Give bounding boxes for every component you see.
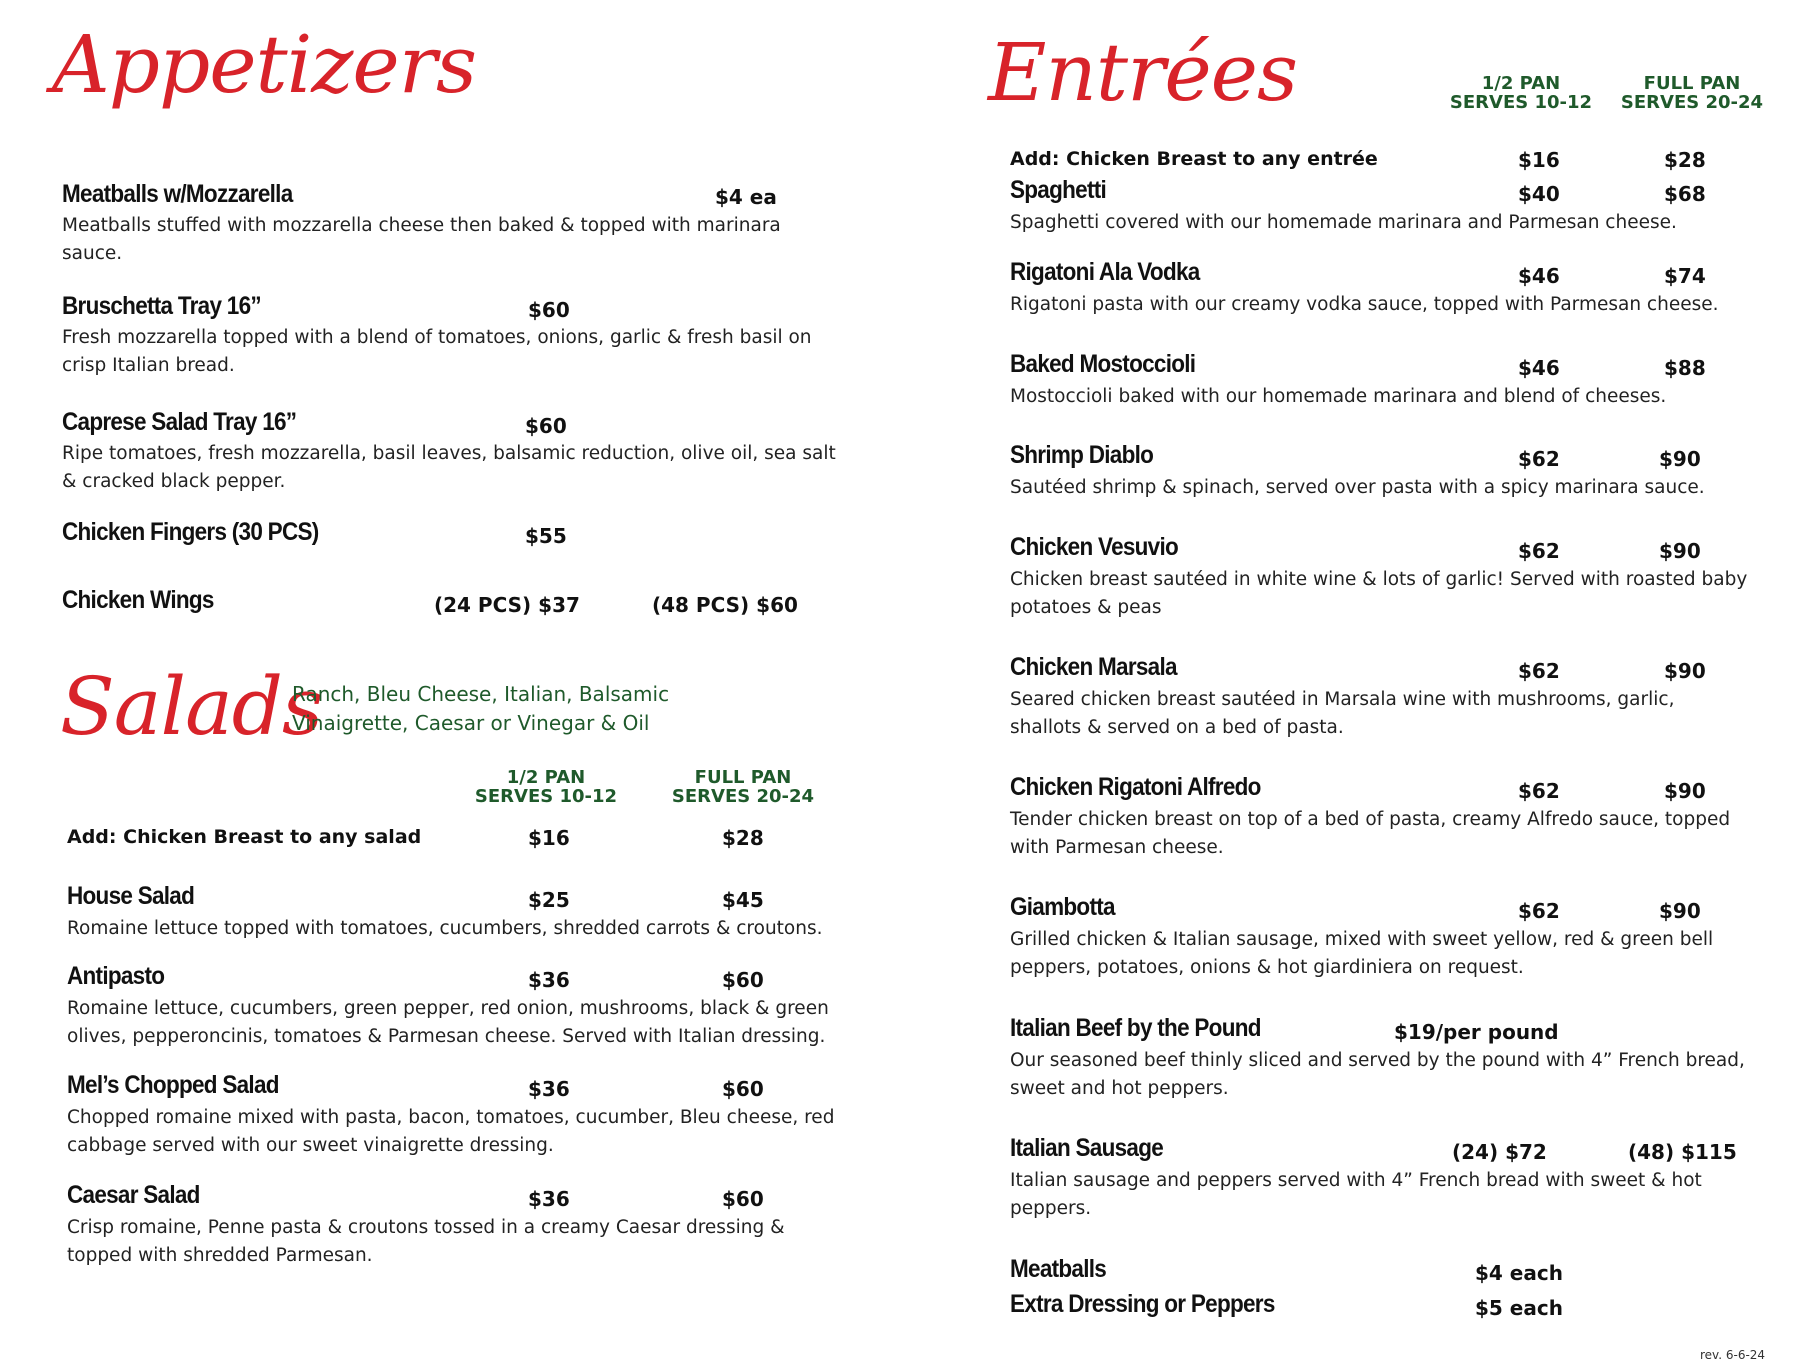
item-description: Spaghetti covered with our homemade marinara and Parmesan cheese. xyxy=(1010,212,1677,233)
item-description: Chopped romaine mixed with pasta, bacon, tomatoes, cucumber, Bleu cheese, red cabbage served with our sweet vinaigrette dressing. xyxy=(67,1107,835,1156)
item-name: Rigatoni Ala Vodka xyxy=(1010,258,1200,286)
item-name: Chicken Wings xyxy=(62,586,214,614)
item-price: (48 PCS) $60 xyxy=(652,593,798,617)
item-name: Antipasto xyxy=(67,962,165,990)
item-price: $5 each xyxy=(1475,1296,1563,1320)
item-description: Mostoccioli baked with our homemade marinara and blend of cheeses. xyxy=(1010,386,1667,407)
item-price-full: $90 xyxy=(1659,447,1701,471)
item-name: Italian Beef by the Pound xyxy=(1010,1014,1261,1042)
item-price: $60 xyxy=(528,298,570,322)
item-price-half: $46 xyxy=(1518,264,1560,288)
item-price-full: $90 xyxy=(1664,779,1706,803)
item-name: Extra Dressing or Peppers xyxy=(1010,1290,1275,1318)
half-pan-header xyxy=(466,768,626,806)
item-description: Romaine lettuce, cucumbers, green pepper, red onion, mushrooms, black & green olives, pepperoncinis, tomatoes & Parmesan cheese. Served with Italian dressing. xyxy=(67,998,829,1047)
full-pan-label: FULL PAN xyxy=(694,767,792,788)
entrees-heading: Entrées xyxy=(988,26,1298,119)
item-name: Shrimp Diablo xyxy=(1010,441,1154,469)
item-price: $19/per pound xyxy=(1394,1020,1559,1044)
item-price-half: $62 xyxy=(1518,659,1560,683)
half-pan-header xyxy=(1441,74,1601,112)
half-pan-label: 1/2 PAN xyxy=(506,767,586,788)
item-description: Crisp romaine, Penne pasta & croutons tossed in a creamy Caesar dressing & topped with shredded Parmesan. xyxy=(67,1217,785,1266)
item-price-full: $90 xyxy=(1664,659,1706,683)
item-price-half: $36 xyxy=(528,1187,570,1211)
item-name: Giambotta xyxy=(1010,893,1115,921)
salads-heading: Salads xyxy=(60,660,323,753)
item-price-full: $90 xyxy=(1659,539,1701,563)
full-pan-header xyxy=(1612,74,1772,112)
item-price-full: $45 xyxy=(722,888,764,912)
item-price-full: $28 xyxy=(722,826,764,850)
item-price-half: $46 xyxy=(1518,356,1560,380)
item-price-full: $74 xyxy=(1664,264,1706,288)
item-name: Chicken Vesuvio xyxy=(1010,533,1179,561)
item-name: Baked Mostoccioli xyxy=(1010,350,1196,378)
item-name: Bruschetta Tray 16” xyxy=(62,292,261,320)
item-price: $55 xyxy=(525,524,567,548)
dressing-options: Ranch, Bleu Cheese, Italian, Balsamic Vinaigrette, Caesar or Vinegar & Oil xyxy=(292,682,670,735)
item-name: Chicken Fingers (30 PCS) xyxy=(62,518,319,546)
item-description: Meatballs stuffed with mozzarella cheese then baked & topped with marinara sauce. xyxy=(62,215,781,264)
item-description: Italian sausage and peppers served with 4” French bread with sweet & hot peppers. xyxy=(1010,1170,1702,1219)
item-price-half: $62 xyxy=(1518,779,1560,803)
item-name: Caesar Salad xyxy=(67,1181,200,1209)
item-name: Chicken Marsala xyxy=(1010,653,1177,681)
item-price-half: $36 xyxy=(528,968,570,992)
item-description: Ripe tomatoes, fresh mozzarella, basil leaves, balsamic reduction, olive oil, sea salt & cracked black pepper. xyxy=(62,443,836,492)
item-price-half: $16 xyxy=(1518,148,1560,172)
full-pan-label: FULL PAN xyxy=(1643,73,1741,94)
item-name: Italian Sausage xyxy=(1010,1134,1164,1162)
item-name: Mel’s Chopped Salad xyxy=(67,1071,279,1099)
item-description: Rigatoni pasta with our creamy vodka sauce, topped with Parmesan cheese. xyxy=(1010,294,1719,315)
item-price-half: $36 xyxy=(528,1077,570,1101)
item-price-full: $60 xyxy=(722,1077,764,1101)
half-pan-serves: SERVES 10-12 xyxy=(474,786,618,807)
item-price-full: $28 xyxy=(1664,148,1706,172)
revision-date: rev. 6-6-24 xyxy=(1700,1348,1766,1362)
half-pan-serves: SERVES 10-12 xyxy=(1449,92,1593,113)
item-price: (24 PCS) $37 xyxy=(434,593,580,617)
appetizers-heading: Appetizers xyxy=(52,18,477,111)
full-pan-serves: SERVES 20-24 xyxy=(671,786,815,807)
item-description: Fresh mozzarella topped with a blend of tomatoes, onions, garlic & fresh basil on crisp Italian bread. xyxy=(62,327,812,376)
item-price-full: $60 xyxy=(722,1187,764,1211)
item-price: (48) $115 xyxy=(1628,1140,1737,1164)
item-price-full: $60 xyxy=(722,968,764,992)
item-description: Seared chicken breast sautéed in Marsala wine with mushrooms, garlic, shallots & served on a bed of pasta. xyxy=(1010,689,1675,738)
full-pan-serves: SERVES 20-24 xyxy=(1620,92,1764,113)
item-description: Our seasoned beef thinly sliced and served by the pound with 4” French bread, sweet and hot peppers. xyxy=(1010,1050,1745,1099)
item-description: Sautéed shrimp & spinach, served over pasta with a spicy marinara sauce. xyxy=(1010,477,1705,498)
item-name: House Salad xyxy=(67,882,195,910)
half-pan-label: 1/2 PAN xyxy=(1481,73,1561,94)
item-price-full: $90 xyxy=(1659,899,1701,923)
add-chicken-salad: Add: Chicken Breast to any salad xyxy=(67,826,422,848)
item-price-half: $25 xyxy=(528,888,570,912)
item-name: Caprese Salad Tray 16” xyxy=(62,408,297,436)
item-description: Grilled chicken & Italian sausage, mixed with sweet yellow, red & green bell peppers, potatoes, onions & hot giardiniera on request. xyxy=(1010,929,1714,978)
item-price-half: $62 xyxy=(1518,447,1560,471)
item-price-full: $68 xyxy=(1664,182,1706,206)
item-name: Spaghetti xyxy=(1010,176,1107,204)
item-price-half: $62 xyxy=(1518,899,1560,923)
item-price: $4 each xyxy=(1475,1261,1563,1285)
item-price-half: $16 xyxy=(528,826,570,850)
item-name: Meatballs w/Mozzarella xyxy=(62,180,293,208)
item-price-full: $88 xyxy=(1664,356,1706,380)
item-description: Tender chicken breast on top of a bed of pasta, creamy Alfredo sauce, topped with Parmesan cheese. xyxy=(1010,809,1731,858)
item-price: $60 xyxy=(525,414,567,438)
item-price: $4 ea xyxy=(715,185,777,209)
item-description: Romaine lettuce topped with tomatoes, cucumbers, shredded carrots & croutons. xyxy=(67,918,823,939)
item-name: Chicken Rigatoni Alfredo xyxy=(1010,773,1261,801)
item-name: Meatballs xyxy=(1010,1255,1107,1283)
full-pan-header xyxy=(663,768,823,806)
item-price: (24) $72 xyxy=(1452,1140,1547,1164)
item-description: Chicken breast sautéed in white wine & lots of garlic! Served with roasted baby potatoes & peas xyxy=(1010,569,1748,618)
item-price-half: $62 xyxy=(1518,539,1560,563)
add-chicken-entree: Add: Chicken Breast to any entrée xyxy=(1010,148,1378,170)
item-price-half: $40 xyxy=(1518,182,1560,206)
